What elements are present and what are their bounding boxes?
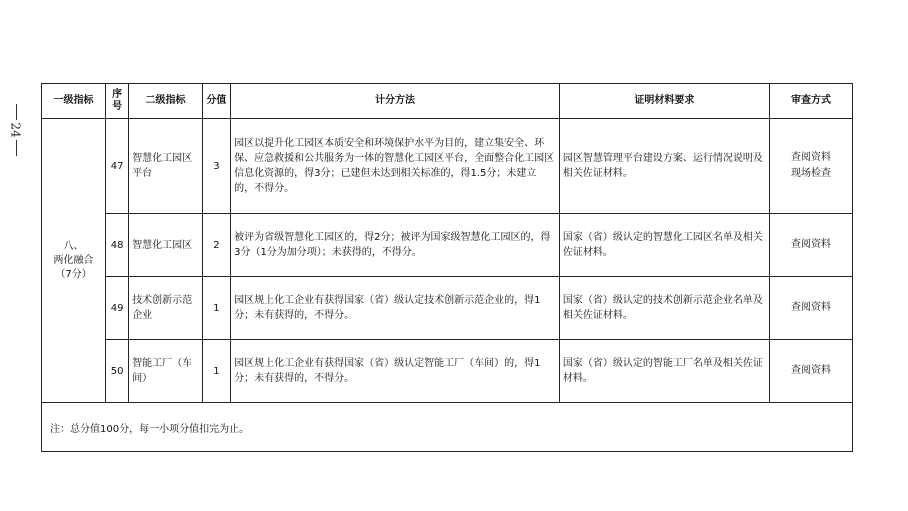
row-no: 48 <box>106 214 129 277</box>
row-review <box>769 214 852 277</box>
row-score: 1 <box>202 340 230 403</box>
review-item: 查阅资料 <box>790 152 831 163</box>
row-method: 园区规上化工企业有获得国家（省）级认定智能工厂（车间）的，得1分；未有获得的，不得分。 <box>231 340 560 403</box>
row-no: 49 <box>106 277 129 340</box>
scoring-table <box>41 83 853 452</box>
header-review-method: 审查方式 <box>769 84 852 119</box>
header-secondary-indicator: 二级指标 <box>129 84 203 119</box>
row-score: 1 <box>202 277 230 340</box>
row-review <box>769 119 852 214</box>
page-number-dash-bottom <box>16 140 17 156</box>
row-score: 2 <box>202 214 230 277</box>
review-item: 查阅资料 <box>790 239 831 250</box>
row-method: 被评为省级智慧化工园区的，得2分；被评为国家级智慧化工园区的，得3分（1分为加分项）；未获得的，不得分。 <box>231 214 560 277</box>
row-no: 47 <box>106 119 129 214</box>
row-materials: 国家（省）级认定的技术创新示范企业名单及相关佐证材料。 <box>559 277 769 340</box>
row-score: 3 <box>202 119 230 214</box>
row-review <box>769 277 852 340</box>
row-indicator: 技术创新示范企业 <box>129 277 203 340</box>
row-materials: 国家（省）级认定的智能工厂名单及相关佐证材料。 <box>559 340 769 403</box>
table-row <box>42 119 853 214</box>
header-primary-indicator: 一级指标 <box>42 84 106 119</box>
table-row <box>42 214 853 277</box>
row-indicator: 智慧化工园区 <box>129 214 203 277</box>
table-note-row <box>42 403 853 452</box>
row-review <box>769 340 852 403</box>
header-score: 分值 <box>202 84 230 119</box>
table-row <box>42 277 853 340</box>
row-indicator: 智慧化工园区平台 <box>129 119 203 214</box>
page-number-dash-top <box>16 104 17 120</box>
row-no: 50 <box>106 340 129 403</box>
header-scoring-method: 计分方法 <box>231 84 560 119</box>
category-points: （7分） <box>55 268 92 280</box>
table-header-row <box>42 84 853 119</box>
page-number-value: 24 <box>9 122 23 138</box>
row-materials: 园区智慧管理平台建设方案、运行情况说明及相关佐证材料。 <box>559 119 769 214</box>
row-method: 园区以提升化工园区本质安全和环境保护水平为目的，建立集安全、环保、应急救援和公共服务为一体的智慧化工园区平台，全面整合化工园区信息化资源的，得3分；已建但未达到相关标准的，得1.5分；未建立的，不得分。 <box>231 119 560 214</box>
header-serial-no: 序号 <box>106 84 129 119</box>
category-name: 两化融合 <box>53 254 94 266</box>
category-cell <box>42 119 106 403</box>
header-materials: 证明材料要求 <box>559 84 769 119</box>
review-item: 查阅资料 <box>790 365 831 376</box>
review-item: 查阅资料 <box>790 302 831 313</box>
category-number: 八、 <box>63 240 84 252</box>
row-materials: 国家（省）级认定的智慧化工园区名单及相关佐证材料。 <box>559 214 769 277</box>
table-note: 注：总分值100分，每一小项分值扣完为止。 <box>42 403 853 452</box>
page-number <box>6 100 26 160</box>
table-row <box>42 340 853 403</box>
row-indicator: 智能工厂（车间） <box>129 340 203 403</box>
row-method: 园区规上化工企业有获得国家（省）级认定技术创新示范企业的，得1分；未有获得的，不得分。 <box>231 277 560 340</box>
review-item: 现场检查 <box>790 168 831 179</box>
